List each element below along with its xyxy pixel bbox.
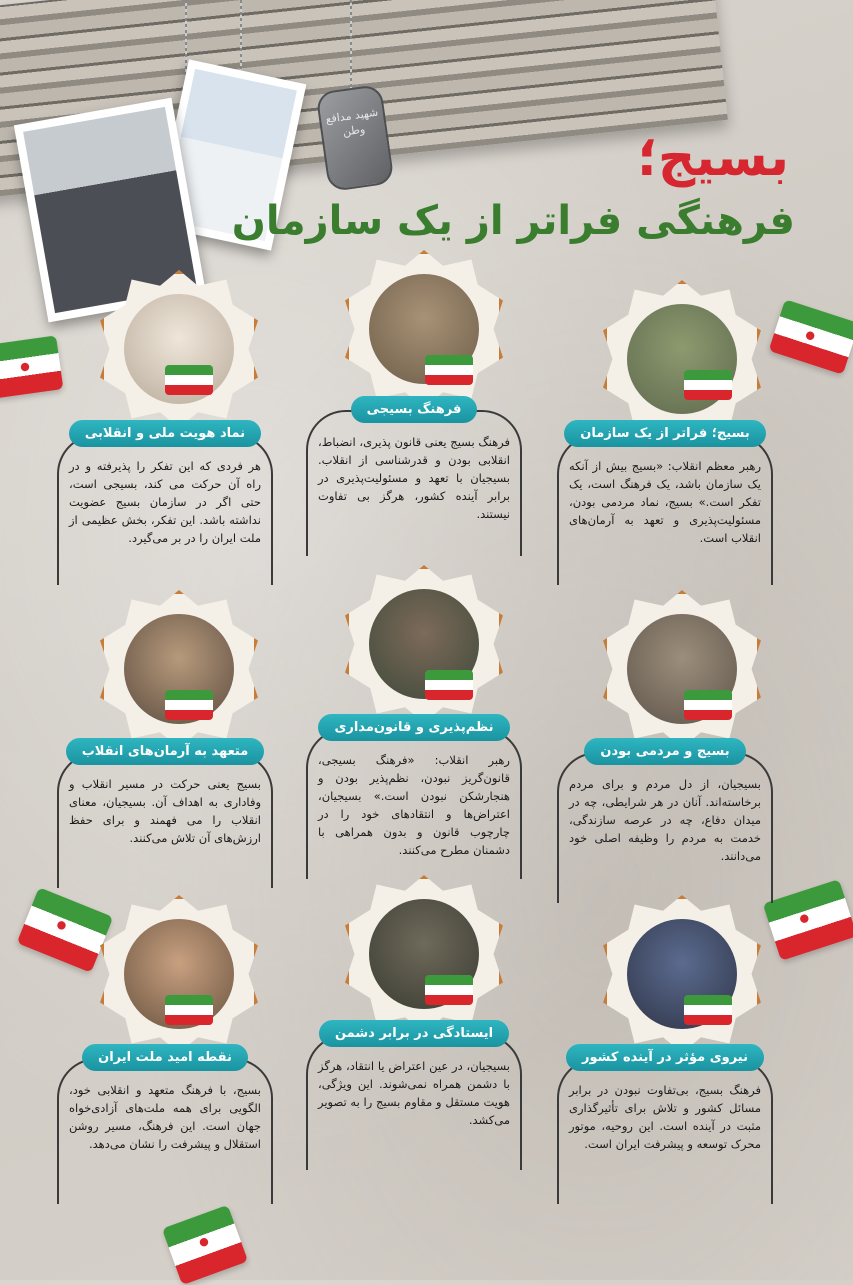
medal-flag <box>165 995 213 1025</box>
card-text: بسیج، با فرهنگ متعهد و انقلابی خود، الگویی برای همه ملت‌های آزادی‌خواه جهان است. این فرهنگ، مسیر روشن استقلال و پیشرفت را نشان می‌دهد. <box>69 1083 261 1151</box>
card-text: بسیجیان، در عین اعتراض یا انتقاد، هرگز با دشمن همراه نمی‌شوند. این ویژگی، هویت مستقل و مقاوم بسیج را به تصویر می‌کشد. <box>318 1059 510 1127</box>
card-national-identity-symbol <box>57 420 273 585</box>
medallion-construction <box>345 250 503 408</box>
card-label: نقطه امید ملت ایران <box>82 1044 248 1071</box>
medal-flag <box>684 995 732 1025</box>
card-label: متعهد به آرمان‌های انقلاب <box>66 738 265 765</box>
card-text: رهبر انقلاب: «فرهنگ بسیجی، قانون‌گریز نبودن، نظم‌پذیر بودن و هنجارشکن نبودن است.» بسیجیان، اعتراض‌ها و انتقادهای خود را در چارچوب قانون و بدون همراهی با دشمنان مطرح می‌کنند. <box>318 753 510 857</box>
card-text: رهبر معظم انقلاب: «بسیج بیش از آنکه یک سازمان باشد، یک فرهنگ است، یک تفکر است.» بسیج، نماد مردمی بودن، مسئولیت‌پذیری و تعهد به آرمان‌های انقلاب است. <box>569 459 761 545</box>
medallion-march <box>345 565 503 723</box>
card-label: بسیج و مردمی بودن <box>584 738 745 765</box>
card-label: ایستادگی در برابر دشمن <box>319 1020 509 1047</box>
card-text: فرهنگ بسیج، بی‌تفاوت نبودن در برابر مسائل کشور و تلاش برای تأثیرگذاری مثبت در آینده است. این روحیه، موتور محرک توسعه و پیشرفت ایران است. <box>569 1083 761 1151</box>
card-hope-point <box>57 1044 273 1204</box>
card-text: هر فردی که این تفکر را پذیرفته و در راه آن حرکت می کند، بسیجی است، حتی اگر در سازمان بسیج عضویت نداشته باشد. این تفکر، بخش عظیمی از ملت ایران را در بر می‌گیرد. <box>69 459 261 545</box>
card-effective-force <box>557 1044 773 1204</box>
medal-flag <box>425 975 473 1005</box>
medal-flag <box>165 365 213 395</box>
page-subtitle: فرهنگی فراتر از یک سازمان <box>231 198 795 244</box>
medal-flag <box>425 670 473 700</box>
card-basiji-culture <box>306 396 522 556</box>
card-label: نیروی مؤثر در آینده کشور <box>566 1044 764 1071</box>
medallion-soldier-luggage <box>603 280 761 438</box>
card-law-abiding <box>306 714 522 879</box>
medal-flag <box>684 690 732 720</box>
card-basij-beyond-organization <box>557 420 773 585</box>
medallion-ceremony <box>603 895 761 1053</box>
medallion-relief-work <box>603 590 761 748</box>
dog-tag: شهید مدافع وطن <box>315 84 394 192</box>
card-text: بسیج یعنی حرکت در مسیر انقلاب و وفاداری به اهداف آن. بسیجیان، معنای انقلاب را می فهمند و برای حفظ ارزش‌های آن تلاش می‌کنند. <box>69 777 261 845</box>
card-label: نظم‌پذیری و قانون‌مداری <box>318 714 509 741</box>
card-label: نماد هویت ملی و انقلابی <box>69 420 261 447</box>
medallion-speaker <box>100 590 258 748</box>
card-text: بسیجیان، از دل مردم و برای مردم برخاسته‌اند. آنان در هر شرایطی، چه در میدان دفاع، چه در عرصه سازندگی، خدمت به مردم را وظیفه اصلی خود می‌دانند. <box>569 777 761 863</box>
card-label: فرهنگ بسیجی <box>351 396 478 423</box>
iran-flag <box>763 879 853 961</box>
chain <box>240 0 242 70</box>
iran-flag <box>162 1205 248 1285</box>
medal-flag <box>684 370 732 400</box>
iran-flag <box>0 335 63 398</box>
medallion-combat <box>345 875 503 1033</box>
iran-flag <box>17 887 114 973</box>
chain <box>350 0 352 90</box>
medal-flag <box>165 690 213 720</box>
iran-flag <box>769 299 853 374</box>
card-resisting-enemy <box>306 1020 522 1170</box>
medal-flag <box>425 355 473 385</box>
card-popular-basij <box>557 738 773 903</box>
medallion-martyr-portrait <box>100 895 258 1053</box>
page-title: بسیج؛ <box>637 128 789 188</box>
card-label: بسیج؛ فراتر از یک سازمان <box>564 420 765 447</box>
card-revolution-ideals <box>57 738 273 888</box>
card-text: فرهنگ بسیج یعنی قانون پذیری، انضباط، انقلابی بودن و قدرشناسی از انقلاب. بسیجیان با تعهد و مسئولیت‌پذیری در برابر آینده کشور، هرگز بی تفاوت نیستند. <box>318 435 510 521</box>
